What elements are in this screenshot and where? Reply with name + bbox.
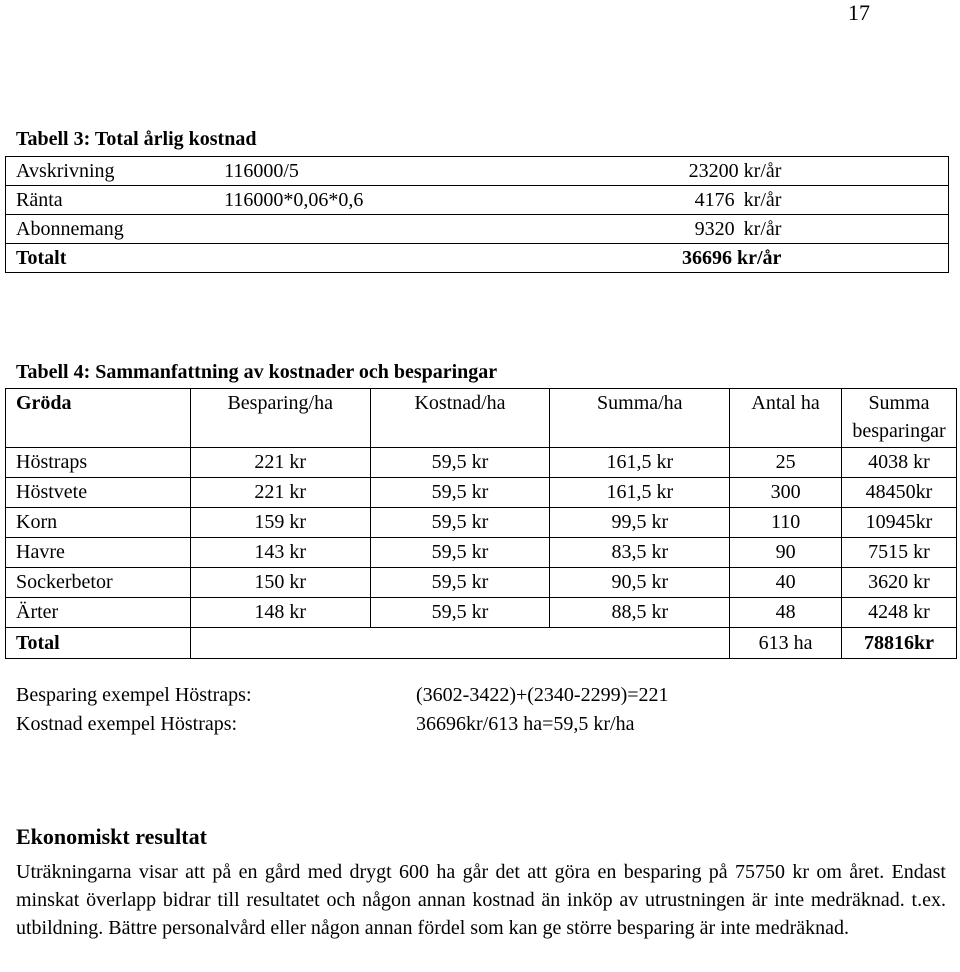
column-header: Antal ha (730, 389, 842, 448)
total-label: Totalt (6, 244, 215, 273)
amount-value: 23200 (688, 160, 739, 182)
row-formula (214, 215, 491, 244)
example-label: Besparing exempel Höstraps: (16, 684, 252, 706)
total-value: 36696 kr/år (491, 244, 781, 273)
table-cell: 48450kr (842, 478, 957, 508)
column-header: Summa/ha (550, 389, 730, 448)
table-total-row (6, 628, 957, 659)
table-cell: 221 kr (190, 448, 370, 478)
column-header: Gröda (6, 389, 191, 448)
table-cell: Ärter (6, 598, 191, 628)
table-row (6, 568, 957, 598)
result-paragraph: Uträkningarna visar att på en gård med drygt 600 ha går det att göra en besparing på 75750 kr om året. Endast minskat överlapp bidrar till resultatet och någon annan kostnad än inköp av utrustningen är inte medräknad. t.ex. utbildning. Bättre personalvård eller någon annan fördel som kan ge större besparing är inte medräknad. (16, 861, 946, 939)
example-value: 36696kr/613 ha=59,5 kr/ha (416, 713, 635, 735)
table-cell: 161,5 kr (550, 478, 730, 508)
table3-title: Tabell 3: Total årlig kostnad (16, 128, 257, 150)
table-cell: 59,5 kr (370, 508, 550, 538)
table-row (6, 448, 957, 478)
table-cell: 90 (730, 538, 842, 568)
row-amount (491, 215, 781, 244)
row-label: Ränta (6, 186, 215, 215)
amount-unit: kr/år (743, 160, 782, 182)
table-cell: 99,5 kr (550, 508, 730, 538)
table-row (6, 508, 957, 538)
table-cell: 221 kr (190, 478, 370, 508)
row-amount (491, 157, 781, 186)
table-cell: Korn (6, 508, 191, 538)
section-heading: Ekonomiskt resultat (16, 824, 207, 849)
table-row (6, 598, 957, 628)
column-header: Besparing/ha (190, 389, 370, 448)
example-label: Kostnad exempel Höstraps: (16, 713, 238, 735)
table-cell: Höstvete (6, 478, 191, 508)
table-cell: 59,5 kr (370, 568, 550, 598)
total-sum: 78816kr (842, 628, 957, 659)
table-cell: 59,5 kr (370, 478, 550, 508)
table-cell: 300 (730, 478, 842, 508)
row-amount (491, 186, 781, 215)
table-cell: 59,5 kr (370, 598, 550, 628)
table-total-row (6, 244, 949, 273)
table-cell: Havre (6, 538, 191, 568)
amount-value: 4176 (694, 189, 735, 211)
annual-cost-table (5, 156, 949, 273)
table-cell: 3620 kr (842, 568, 957, 598)
table-cell: 159 kr (190, 508, 370, 538)
table-cell: 59,5 kr (370, 538, 550, 568)
row-formula: 116000*0,06*0,6 (214, 186, 491, 215)
table-cell: 10945kr (842, 508, 957, 538)
table-row (6, 478, 957, 508)
row-formula: 116000/5 (214, 157, 491, 186)
table-cell: 40 (730, 568, 842, 598)
row-label: Avskrivning (6, 157, 215, 186)
table-row (6, 538, 957, 568)
table-cell: 4248 kr (842, 598, 957, 628)
table-cell: 150 kr (190, 568, 370, 598)
page-number: 17 (848, 0, 870, 25)
total-hectares: 613 ha (730, 628, 842, 659)
table-cell: 25 (730, 448, 842, 478)
table-row (6, 157, 949, 186)
table-cell: 59,5 kr (370, 448, 550, 478)
table-cell: 90,5 kr (550, 568, 730, 598)
table-cell: Sockerbetor (6, 568, 191, 598)
amount-unit: kr/år (743, 189, 782, 211)
row-label: Abonnemang (6, 215, 215, 244)
table-cell: 4038 kr (842, 448, 957, 478)
table-cell: 83,5 kr (550, 538, 730, 568)
column-header: Summa besparingar (842, 389, 957, 448)
table-row (6, 186, 949, 215)
total-label: Total (6, 628, 191, 659)
table-cell: 143 kr (190, 538, 370, 568)
table-cell: 110 (730, 508, 842, 538)
table-cell: Höstraps (6, 448, 191, 478)
example-value: (3602-3422)+(2340-2299)=221 (416, 684, 669, 706)
amount-unit: kr/år (743, 218, 782, 240)
column-header: Kostnad/ha (370, 389, 550, 448)
amount-value: 9320 (694, 218, 735, 240)
table-row (6, 215, 949, 244)
table4-title: Tabell 4: Sammanfattning av kostnader och besparingar (16, 361, 498, 383)
table-cell: 48 (730, 598, 842, 628)
table-cell: 7515 kr (842, 538, 957, 568)
table-cell: 88,5 kr (550, 598, 730, 628)
table-cell: 161,5 kr (550, 448, 730, 478)
table-header-row (6, 389, 957, 448)
summary-table (5, 388, 957, 659)
table-cell: 148 kr (190, 598, 370, 628)
